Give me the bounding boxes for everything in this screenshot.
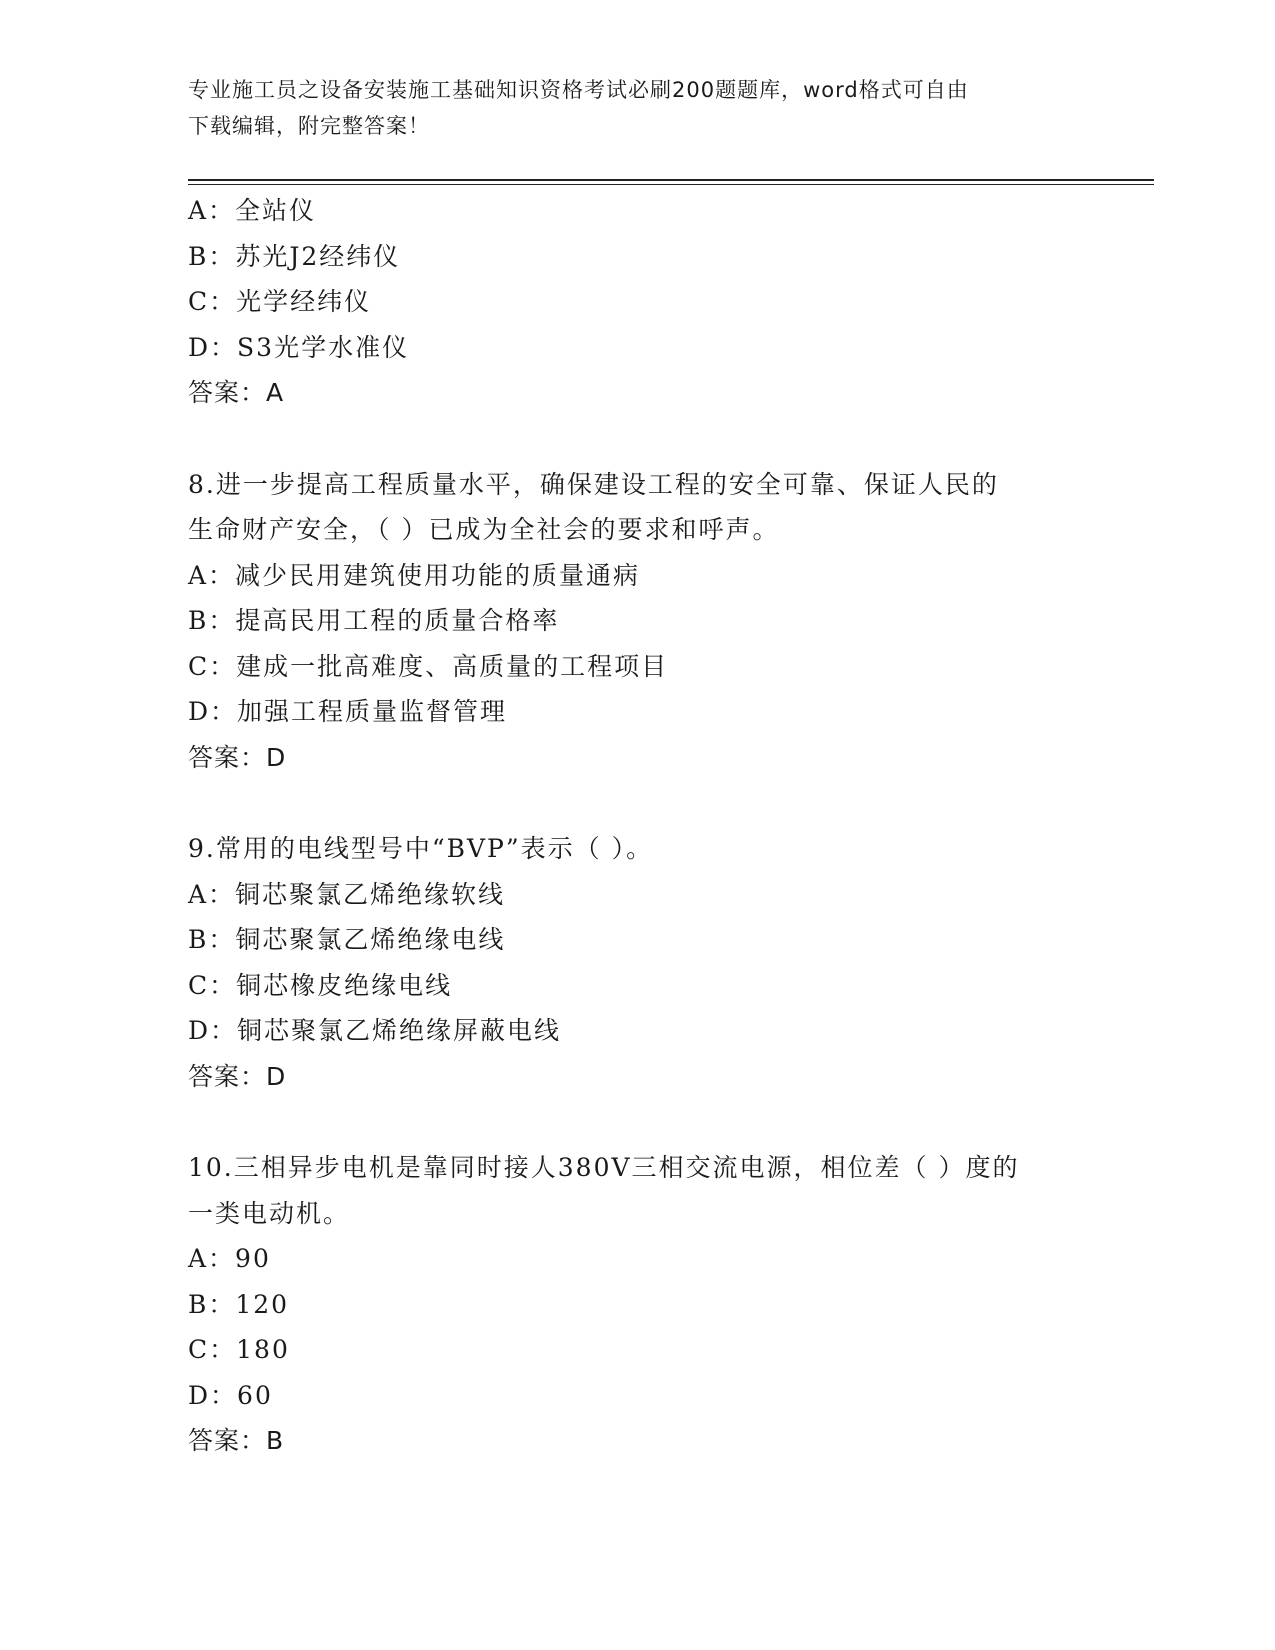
option-c: C：建成一批高难度、高质量的工程项目 (188, 651, 669, 681)
question-8 (188, 462, 1088, 781)
option-d: D：加强工程质量监督管理 (188, 697, 508, 726)
option-a: A：全站仪 (188, 196, 317, 225)
question-stem-line-1: 8.进一步提高工程质量水平，确保建设工程的安全可靠、保证人民的 (188, 469, 999, 499)
spacer (188, 1099, 1088, 1145)
option-d: D：60 (188, 1380, 273, 1410)
option-a: A：90 (188, 1244, 271, 1273)
option-a: A：减少民用建筑使用功能的质量通病 (188, 560, 641, 590)
option-a: A：铜芯聚氯乙烯绝缘软线 (188, 879, 506, 909)
answer: 答案：D (188, 742, 287, 772)
option-c: C：铜芯橡皮绝缘电线 (188, 970, 453, 1000)
question-stem-line-2: 生命财产安全，（ ）已成为全社会的要求和呼声。 (188, 515, 780, 544)
question-7 (188, 188, 1088, 416)
header-divider-thick (188, 179, 1154, 181)
question-9 (188, 826, 1088, 1099)
question-stem-line-1: 10.三相异步电机是靠同时接人380V三相交流电源，相位差（ ）度的 (188, 1153, 1020, 1182)
question-stem-line-1: 9.常用的电线型号中“BVP”表示（ ）。 (188, 834, 654, 863)
question-list (188, 188, 1088, 1464)
answer: 答案：B (188, 1426, 285, 1455)
option-b: B：苏光J2经纬仪 (188, 241, 401, 271)
header-line-2: 下载编辑，附完整答案！ (188, 114, 430, 138)
spacer (188, 416, 1088, 462)
header-line-1: 专业施工员之设备安装施工基础知识资格考试必刷200题题库，word格式可自由 (188, 78, 969, 102)
option-c: C：光学经纬仪 (188, 287, 372, 316)
option-b: B：提高民用工程的质量合格率 (188, 606, 560, 635)
question-10 (188, 1145, 1088, 1464)
document-header (188, 72, 1068, 144)
spacer (188, 780, 1088, 826)
option-b: B：120 (188, 1289, 290, 1319)
question-stem-line-2: 一类电动机。 (188, 1198, 351, 1228)
option-d: D：铜芯聚氯乙烯绝缘屏蔽电线 (188, 1016, 562, 1045)
option-c: C：180 (188, 1335, 290, 1364)
answer: 答案：A (188, 378, 285, 407)
option-b: B：铜芯聚氯乙烯绝缘电线 (188, 925, 506, 954)
answer: 答案：D (188, 1061, 287, 1091)
header-divider-thin (188, 184, 1154, 185)
option-d: D：S3光学水准仪 (188, 332, 410, 362)
